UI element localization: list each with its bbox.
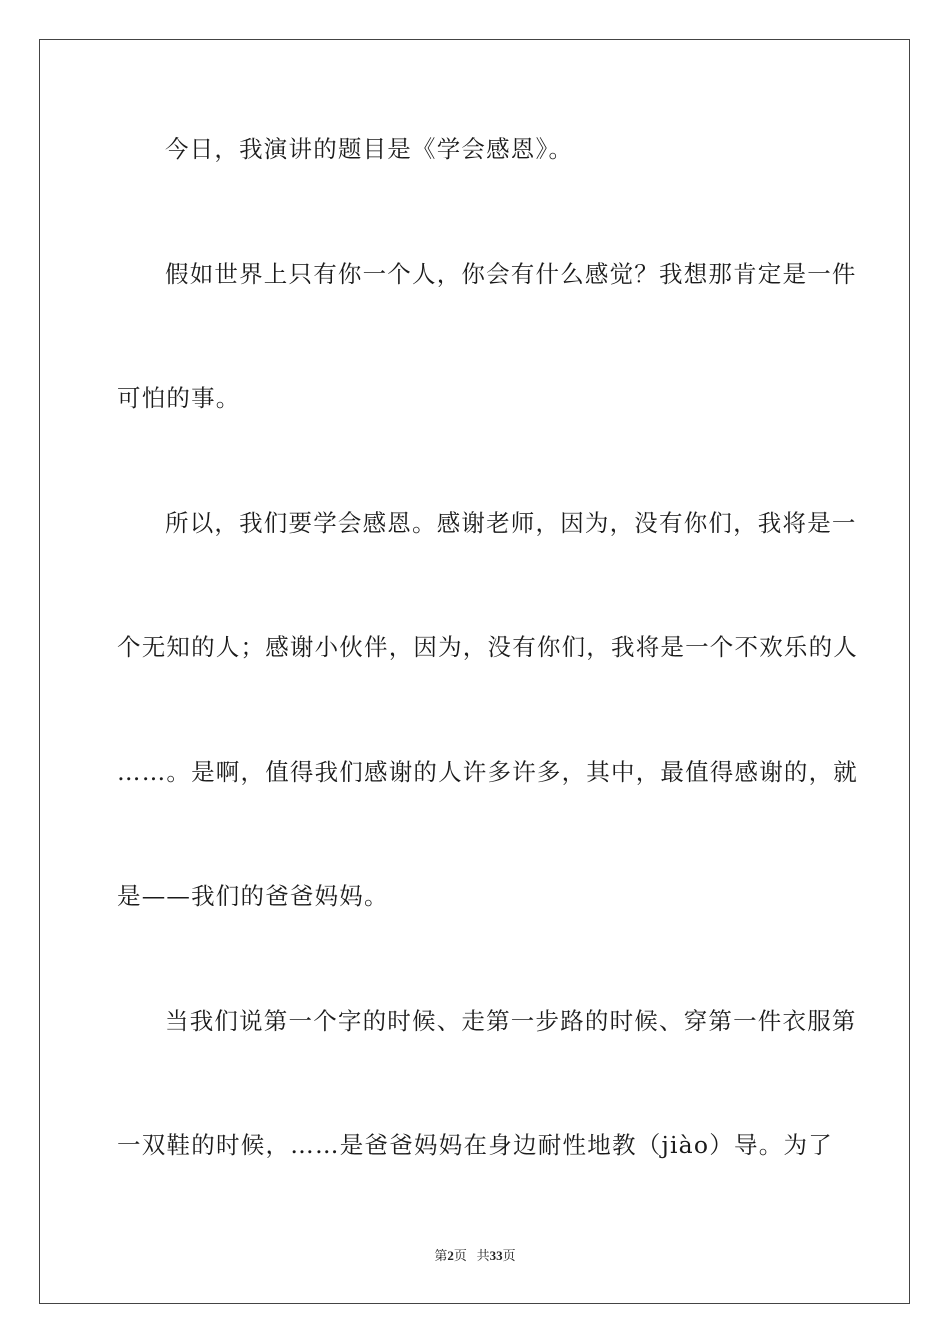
total-label-prefix: 共 — [476, 1248, 490, 1263]
total-label-word: 页 — [502, 1248, 516, 1263]
paragraph-line: 一双鞋的时候，……是爸爸妈妈在身边耐性地教（jiào）导。为了 — [117, 1131, 833, 1159]
page-border — [39, 39, 910, 1304]
current-page-number: 2 — [447, 1248, 454, 1263]
paragraph-line: 是——我们的爸爸妈妈。 — [117, 882, 389, 910]
paragraph-line: ……。是啊，值得我们感谢的人许多许多，其中，最值得感谢的，就 — [117, 758, 858, 786]
paragraph-line: 今日，我演讲的题目是《学会感恩》。 — [165, 135, 574, 163]
paragraph-line: 所以，我们要学会感恩。感谢老师，因为，没有你们，我将是一 — [165, 509, 857, 537]
page-label-prefix: 第 — [434, 1248, 448, 1263]
paragraph-line: 假如世界上只有你一个人，你会有什么感觉？我想那肯定是一件 — [165, 260, 857, 288]
page-footer — [0, 1247, 950, 1265]
paragraph-line: 个无知的人；感谢小伙伴，因为，没有你们，我将是一个不欢乐的人 — [117, 633, 858, 661]
page-label-word: 页 — [453, 1248, 467, 1263]
paragraph-line: 当我们说第一个字的时候、走第一步路的时候、穿第一件衣服第 — [165, 1007, 857, 1035]
paragraph-line: 可怕的事。 — [117, 384, 241, 412]
total-page-number: 33 — [489, 1248, 503, 1263]
